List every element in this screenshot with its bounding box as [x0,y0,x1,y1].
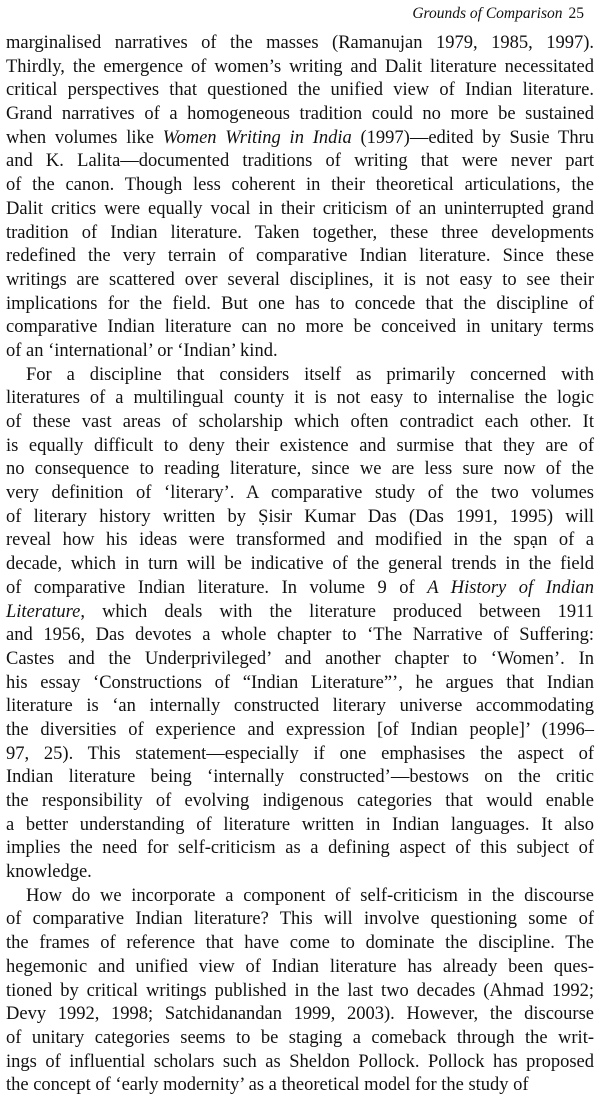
text-line: hegemonic and unified view of Indian literature has already been ques- [6,956,594,977]
page-number: 25 [568,5,584,22]
text-line: the diversities of experience and expression [of Indian people]’ (1996– [6,719,594,740]
text-line: Castes and the Underprivileged’ and another chapter to ‘Women’. In [6,648,594,669]
text-line: literatures of a multilingual county it is not easy to internalise the logic [6,388,594,409]
text-line: redefined the very terrain of comparative Indian literature. Since these [6,246,594,267]
text-line: of these vast areas of scholarship which often contradict each other. It [6,412,594,432]
text-line: How do we incorporate a component of self-criticism in the discourse [26,885,594,906]
text-line: Indian literature being ‘internally constructed’—bestows on the critic [6,767,594,788]
text-line: when volumes like Women Writing in India (1997)—edited by Susie Thru [6,127,594,148]
text-line: decade, which in turn will be indicative of the general trends in the field [6,554,594,575]
text-line: and 1956, Das devotes a whole chapter to ‘The Narrative of Suffering: [6,625,594,646]
text-line: For a discipline that considers itself as primarily concerned with [26,364,594,385]
text-line: critical perspectives that questioned the unified view of Indian literature. [6,80,594,101]
running-header-title: Grounds of Comparison [412,5,563,22]
text-line: of comparative Indian literature? This will involve questioning some of [6,909,594,930]
text-line: the responsibility of evolving indigenous categories that would enable [6,791,594,811]
text-line: a better understanding of literature written in Indian languages. It also [6,814,594,835]
text-line: Dalit critics were equally vocal in their criticism of an uninterrupted grand [6,198,594,219]
text-line: Thirdly, the emergence of women’s writing and Dalit literature necessitated [6,56,594,77]
body-text [6,32,594,1098]
text-line: of the canon. Though less coherent in their theoretical articulations, the [6,175,594,196]
text-line: 97, 25). This statement—especially if one emphasises the aspect of [6,743,594,764]
text-line: of unitary categories seems to be staging a comeback through the writ- [6,1027,594,1048]
text-line: literature is ‘an internally constructed literary universe accommodating [6,696,594,717]
text-line: Grand narratives of a homogeneous tradition could no more be sustained [6,104,594,125]
text-line: Literature, which deals with the literature produced between 1911 [6,601,594,622]
text-line: reveal how his ideas were transformed and modified in the spạn of a [6,530,594,551]
text-line: the frames of reference that have come to dominate the discipline. The [6,933,594,954]
text-line: of an ‘international’ or ‘Indian’ kind. [6,340,278,361]
paragraph [6,32,594,364]
text-line: implications for the field. But one has to concede that the discipline of [6,293,594,314]
text-line: his essay ‘Constructions of “Indian Literature”’, he argues that Indian [6,672,594,693]
text-line: tioned by critical writings published in the last two decades (Ahmad 1992; [6,980,594,1001]
paragraph [6,885,594,1098]
text-line: no consequence to reading literature, since we are less sure now of the [6,459,594,480]
text-line: writings are scattered over several disciplines, it is not easy to see their [6,269,594,290]
text-line: of comparative Indian literature. In volume 9 of A History of Indian [6,577,594,598]
text-line: knowledge. [6,862,92,883]
text-line: is equally difficult to deny their existence and surmise that they are of [6,435,594,456]
running-header [412,5,584,23]
text-line: comparative Indian literature can no more be conceived in unitary terms [6,317,594,338]
text-line: very definition of ‘literary’. A comparative study of the two volumes [6,483,594,504]
text-line: ings of influential scholars such as Sheldon Pollock. Pollock has proposed [6,1051,594,1072]
text-line: marginalised narratives of the masses (Ramanujan 1979, 1985, 1997). [6,33,594,53]
text-line: Devy 1992, 1998; Satchidanandan 1999, 2003). However, the discourse [6,1004,594,1025]
text-line: and K. Lalita—documented traditions of writing that were never part [6,151,594,172]
text-line: the concept of ‘early modernity’ as a theoretical model for the study of [6,1075,529,1096]
paragraph [6,364,594,885]
text-line: tradition of Indian literature. Taken together, these three developments [6,222,594,243]
text-line: of literary history written by Ṣisir Kumar Das (Das 1991, 1995) will [6,506,594,527]
text-line: implies the need for self-criticism as a defining aspect of this subject of [6,838,594,859]
